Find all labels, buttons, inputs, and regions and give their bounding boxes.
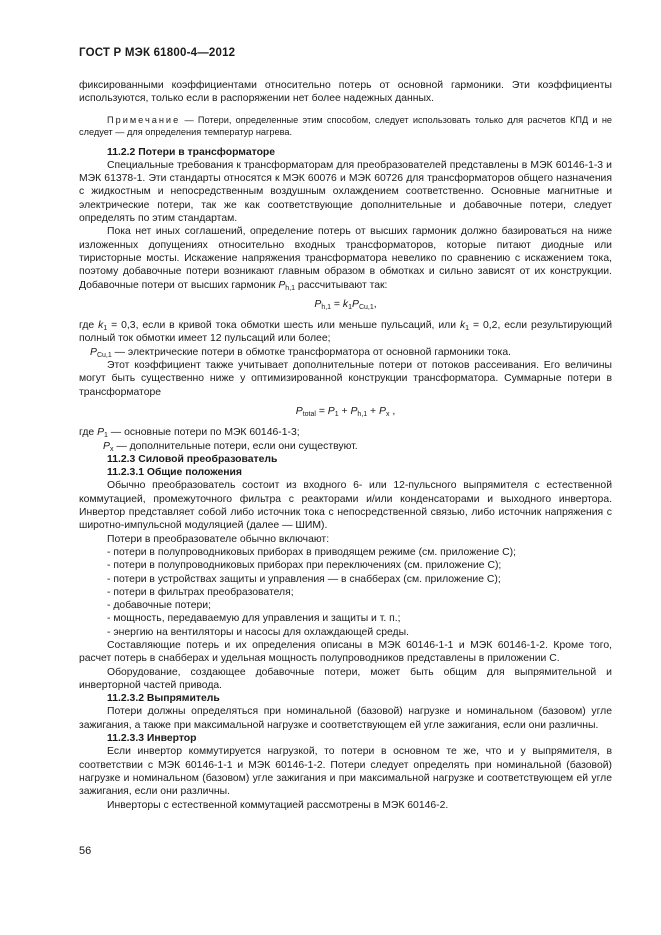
section-heading-11-2-3-3: 11.2.3.3 Инвертор xyxy=(107,733,197,745)
paragraph-text: рассчитывают так: xyxy=(295,279,388,291)
section-heading-11-2-3-1: 11.2.3.1 Общие положения xyxy=(107,467,242,479)
paragraph-text: Пока нет иных соглашений, определение потерь от высших гармоник должно базироваться на ниже изложенных допущениях относительно входных трансформаторов, которые питают диодные или тиристорные мосты. Искажение напряжения трансформатора невелико по сравнению с искажением тока, поэтому добавочные потери возникают главным образом в обмотках и сильно зависят от их конструкции. Добавочные потери от высших гармоник xyxy=(79,226,612,291)
symbol: P xyxy=(295,405,303,417)
section-heading-11-2-2: 11.2.2 Потери в трансформаторе xyxy=(107,146,276,158)
symbol: k xyxy=(98,320,104,332)
note-label: Примечание xyxy=(107,114,181,125)
paragraph: Если инвертор коммутируется нагрузкой, то потери в основном те же, что и у выпрямителя, в соответствии с МЭК 60146-1-1 и МЭК 60146-1-2. Потери следует определять при номинальной (базовой) нагрузке и номинальном (базовом) угле зажигания и при максимальной нагрузке и соответствующем ей угле зажигания, если они различны. xyxy=(79,746,612,798)
where-line xyxy=(79,346,612,359)
subscript: 1 xyxy=(465,325,470,333)
symbol: P xyxy=(278,279,286,291)
section-heading-11-2-3-2: 11.2.3.2 Выпрямитель xyxy=(107,693,220,705)
symbol: P xyxy=(327,405,335,417)
where-text: — электрические потери в обмотке трансформатора от основной гармоники тока. xyxy=(111,346,511,358)
list-item: - потери в полупроводниковых приборах при переключениях (см. приложение С); xyxy=(107,560,502,572)
operator: + xyxy=(338,405,351,417)
page-header: ГОСТ Р МЭК 61800-4—2012 xyxy=(79,47,236,59)
subscript: Cu,1 xyxy=(358,303,374,311)
paragraph: Оборудование, создающее добавочные потери, может быть общим для выпрямительной и инверторной частей привода. xyxy=(79,666,612,691)
punct: , xyxy=(373,298,377,310)
subscript: h,1 xyxy=(321,303,332,311)
page-content xyxy=(79,79,612,812)
where-text: = 0,2, если результирующий полный ток обмотки имеет 12 пульсаций или более; xyxy=(79,320,613,345)
where-text: — основные потери по МЭК 60146-1-3; xyxy=(107,427,300,439)
punct: , xyxy=(389,405,396,417)
subscript: h,1 xyxy=(357,410,368,418)
subscript: x xyxy=(109,445,114,453)
paragraph: Инверторы с естественной коммутацией рассмотрены в МЭК 60146-2. xyxy=(107,799,449,811)
where-text: где xyxy=(79,320,99,332)
operator: = xyxy=(331,298,343,310)
subscript: total xyxy=(302,410,316,418)
list-item: - мощность, передаваемую для управления и защиты и т. п.; xyxy=(107,613,401,625)
paragraph: Этот коэффициент также учитывает дополнительные потери от потоков рассеивания. Его величины могут быть существенно ниже у оптимизированной конструкции трансформатора. Суммарные потери в трансформаторе xyxy=(79,360,612,398)
formula-2 xyxy=(79,405,612,418)
where-text: = 0,3, если в кривой тока обмотки шесть или меньше пульсаций, или xyxy=(107,320,460,332)
where-text: — дополнительные потери, если они существуют. xyxy=(113,440,358,452)
paragraph: Потери в преобразователе обычно включают: xyxy=(107,533,330,545)
symbol: k xyxy=(459,320,466,332)
paragraph: Специальные требования к трансформаторам для преобразователей представлены в МЭК 60146-1-3 и МЭК 61378-1. Эти стандарты относятся к МЭК 60076 и МЭК 60726 для трансформаторов общего назначения с жидкостным и непосредственным воздушным охлаждением соответственно. Основные магнитные и электрические потери, так же как соответствующие дополнительные и добавочные потери, следует определять по этим стандартам. xyxy=(79,159,612,225)
where-text: где xyxy=(79,427,98,439)
where-line xyxy=(79,426,612,439)
page-number: 56 xyxy=(79,845,92,857)
paragraph: Составляющие потерь и их определения описаны в МЭК 60146-1-1 и МЭК 60146-1-2. Кроме того, расчет потерь в снабберах и удельная мощность полупроводников представлены в приложении С. xyxy=(79,639,612,665)
subscript: x xyxy=(385,410,390,418)
paragraph: фиксированными коэффициентами относительно потерь от основной гармоники. Эти коэффициенты используются, только если в распоряжении нет более надежных данных. xyxy=(79,80,612,105)
section-heading-11-2-3: 11.2.3 Силовой преобразователь xyxy=(107,453,278,465)
note-text: — Потери, определенные этим способом, следует использовать только для расчетов КПД и не следует — для определения температур нагрева. xyxy=(79,114,612,137)
symbol: P xyxy=(314,298,322,310)
symbol: P xyxy=(97,427,104,439)
operator: + xyxy=(367,405,379,417)
symbol: P xyxy=(350,405,358,417)
note xyxy=(79,114,612,138)
paragraph: Обычно преобразователь состоит из входного 6- или 12-пульсного выпрямителя с естественной коммутацией, промежуточного фильтра с реакторами и/или конденсаторами и выходного инвертора. Инвертор представляет собой либо источник тока с непосредственной связью, либо источник напряжения с широтно-импульсной модуляцией (далее — ШИМ). xyxy=(79,480,612,532)
where-line xyxy=(79,440,612,453)
list-item: - потери в фильтрах преобразователя; xyxy=(107,586,294,598)
subscript: h,1 xyxy=(285,284,296,292)
list-item: - потери в полупроводниковых приборах в приводящем режиме (см. приложение С); xyxy=(107,546,517,558)
list-item: - энергию на вентиляторы и насосы для охлаждающей среды. xyxy=(107,626,409,638)
subscript: Cu,1 xyxy=(96,351,112,359)
where-line xyxy=(79,319,612,346)
paragraph: Потери должны определяться при номинальной (базовой) нагрузке и номинальном (базовом) угле зажигания, а также при максимальной нагрузке и соответствующем ей угле зажигания, если они различны. xyxy=(79,706,612,731)
symbol: P xyxy=(90,346,97,358)
formula-1 xyxy=(79,298,612,311)
symbol: P xyxy=(103,440,110,452)
operator: = xyxy=(315,405,328,417)
subscript: 1 xyxy=(103,325,108,333)
symbol: P xyxy=(352,298,359,310)
list-item: - добавочные потери; xyxy=(107,600,211,612)
list-item: - потери в устройствах защиты и управления — в снабберах (см. приложение С); xyxy=(107,573,501,585)
subscript: 1 xyxy=(348,303,352,311)
symbol: P xyxy=(379,405,386,417)
symbol: k xyxy=(342,298,349,310)
subscript: 1 xyxy=(104,432,108,440)
paragraph xyxy=(79,225,612,291)
subscript: 1 xyxy=(334,410,339,418)
